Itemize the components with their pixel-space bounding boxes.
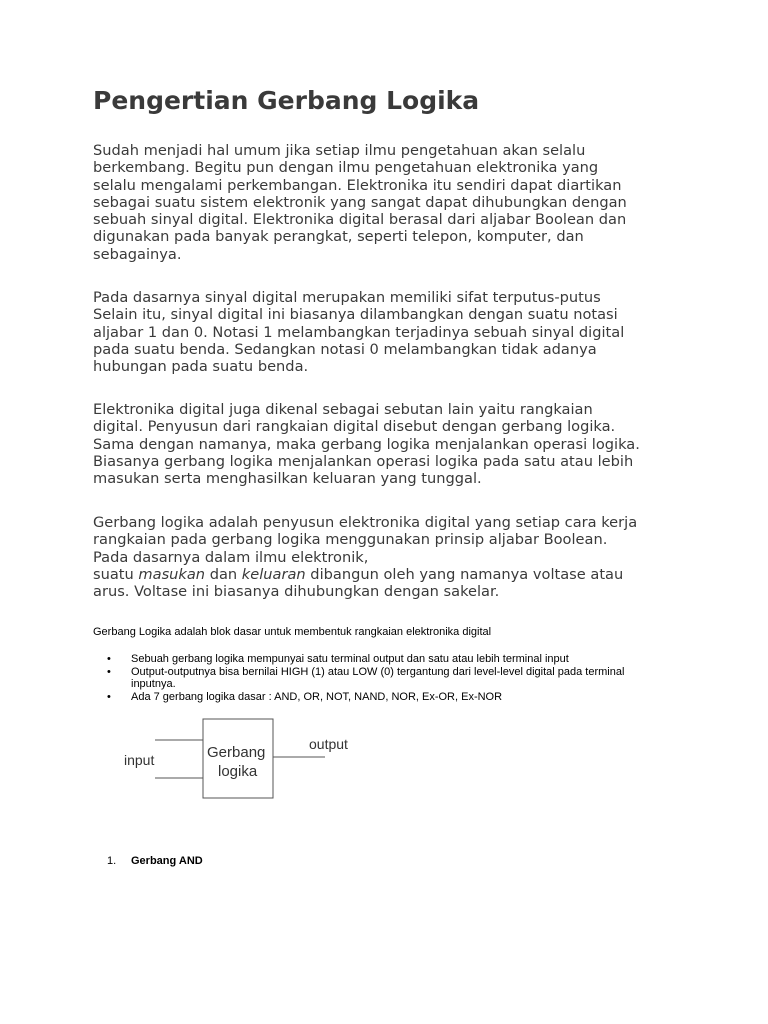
list-item-text: Output-outputnya bisa bernilai HIGH (1) atau LOW (0) tergantung dari level-level digital pada terminal inputnya.	[131, 665, 625, 690]
text-run: dan	[205, 565, 242, 583]
paragraph-1	[93, 142, 683, 263]
intro-text: Gerbang Logika adalah blok dasar untuk membentuk rangkaian elektronika digital	[93, 626, 492, 638]
text-run: dibangun oleh yang namanya voltase atau	[305, 565, 624, 583]
list-item-heading: Gerbang AND	[131, 855, 203, 867]
paragraph-line: masukan serta menghasilkan keluaran yang tunggal.	[93, 470, 482, 488]
emphasis-keluaran: keluaran	[241, 565, 306, 583]
paragraph-line: sebagainya.	[93, 245, 182, 263]
bullet-list	[93, 653, 663, 703]
bullet-icon: •	[107, 653, 111, 665]
bullet-icon: •	[107, 665, 111, 678]
paragraph-line: aljabar 1 dan 0. Notasi 1 melambangkan terjadinya sebuah sinyal digital	[93, 323, 625, 341]
bullet-icon: •	[107, 690, 111, 703]
page-title: Pengertian Gerbang Logika	[93, 86, 480, 115]
list-item-text: Sebuah gerbang logika mempunyai satu terminal output dan satu atau lebih terminal input	[131, 653, 569, 665]
paragraph-line: sebagai suatu sistem elektronik yang sangat dapat dihubungkan dengan	[93, 193, 627, 211]
paragraph-line: Pada dasarnya dalam ilmu elektronik,	[93, 548, 369, 566]
paragraph-line: Elektronika digital juga dikenal sebagai sebutan lain yaitu rangkaian	[93, 401, 593, 418]
paragraph-line: hubungan pada suatu benda.	[93, 358, 309, 376]
paragraph-line: Biasanya gerbang logika menjalankan operasi logika pada satu atau lebih	[93, 452, 634, 470]
paragraph-3	[93, 401, 683, 487]
paragraph-2	[93, 289, 683, 375]
paragraph-line: berkembang. Begitu pun dengan ilmu pengetahuan elektronika yang	[93, 159, 599, 177]
paragraph-line: Selain itu, sinyal digital ini biasanya dilambangkan dengan suatu notasi	[93, 306, 618, 324]
list-item-text: Ada 7 gerbang logika dasar : AND, OR, NOT, NAND, NOR, Ex-OR, Ex-NOR	[131, 690, 503, 703]
list-item	[93, 691, 663, 704]
list-item	[93, 653, 663, 666]
paragraph-line: rangkaian pada gerbang logika menggunakan prinsip aljabar Boolean.	[93, 531, 608, 549]
paragraph-line	[93, 566, 683, 583]
paragraph-line: selalu mengalami perkembangan. Elektronika itu sendiri dapat diartikan	[93, 176, 622, 194]
paragraph-4	[93, 514, 683, 600]
output-label: output	[309, 736, 348, 752]
text-run: suatu	[93, 565, 139, 583]
paragraph-line: arus. Voltase ini biasanya dihubungkan dengan sakelar.	[93, 583, 500, 601]
paragraph-line: digital. Penyusun dari rangkaian digital disebut dengan gerbang logika.	[93, 418, 616, 436]
paragraph-line: digunakan pada banyak perangkat, seperti telepon, komputer, dan	[93, 228, 584, 246]
list-number: 1.	[107, 855, 117, 867]
paragraph-line: Pada dasarnya sinyal digital merupakan memiliki sifat terputus-putus	[93, 289, 601, 306]
paragraph-line: Sama dengan namanya, maka gerbang logika menjalankan operasi logika.	[93, 435, 640, 453]
gate-label-line1: Gerbang	[207, 744, 266, 761]
paragraph-line: Gerbang logika adalah penyusun elektronika digital yang setiap cara kerja	[93, 514, 638, 531]
gate-label-line2: logika	[218, 763, 258, 780]
paragraph-line: pada suatu benda. Sedangkan notasi 0 melambangkan tidak adanya	[93, 340, 597, 358]
logic-gate-diagram	[120, 715, 370, 805]
paragraph-line: sebuah sinyal digital. Elektronika digital berasal dari aljabar Boolean dan	[93, 211, 627, 229]
emphasis-masukan: masukan	[138, 565, 206, 583]
paragraph-line: Sudah menjadi hal umum jika setiap ilmu pengetahuan akan selalu	[93, 142, 586, 159]
list-item	[93, 666, 663, 691]
input-label: input	[124, 752, 155, 768]
